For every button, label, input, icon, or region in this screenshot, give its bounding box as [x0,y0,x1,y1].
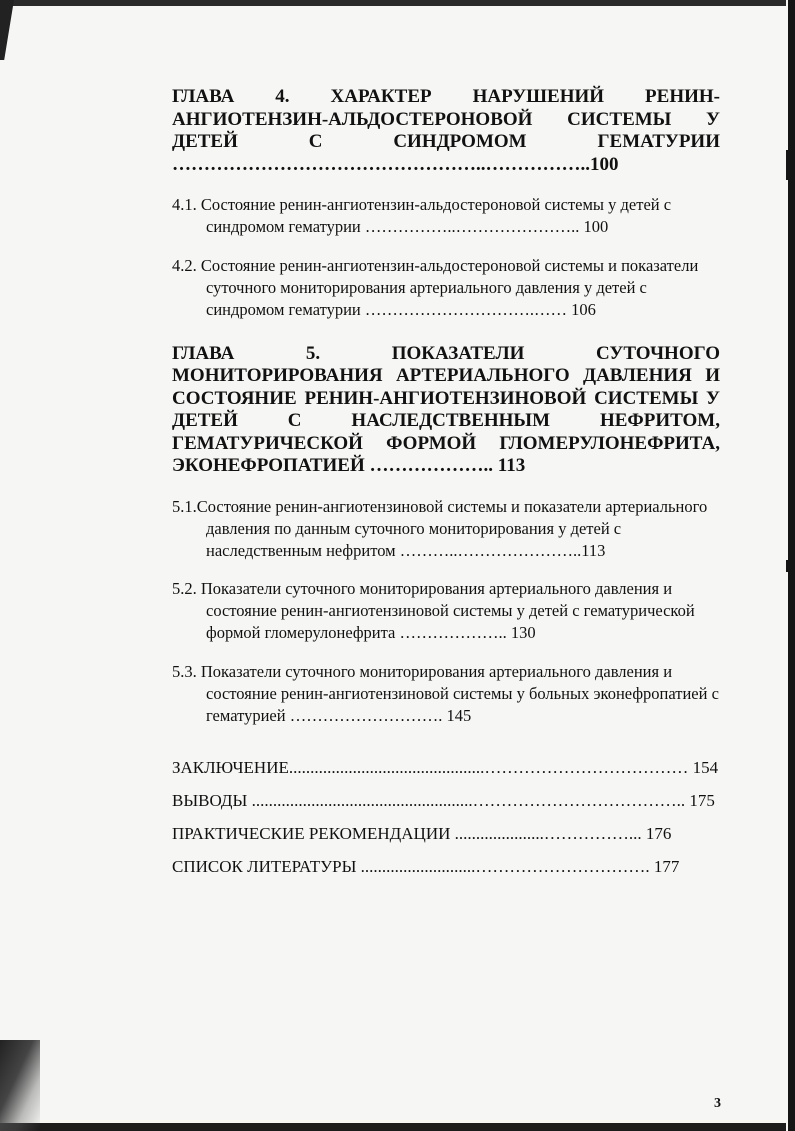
toc-section-4-1: 4.1. Состояние ренин-ангиотензин-альдостероновой системы у детей с синдромом гематурии ……………..………………….. 100 [172,195,672,236]
toc-entry-findings: ВЫВОДЫ ....................................................……………………………….. 175 [172,790,715,810]
page-number: 3 [714,1096,721,1111]
toc-chapter-4-title: ГЛАВА 4. ХАРАКТЕР НАРУШЕНИЙ РЕНИН-АНГИОТЕНЗИН-АЛЬДОСТЕРОНОВОЙ СИСТЕМЫ У ДЕТЕЙ С СИНДРОМОМ ГЕМАТУРИИ …………………………………………..……………..100 [172,86,720,175]
toc-chapter-4-sections [172,194,720,321]
scan-edge-right [786,0,795,1131]
toc-section-5-1: 5.1.Состояние ренин-ангиотензиновой системы и показатели артериального давления по данным суточного мониторирования у детей с наследственным нефритом ………..…………………..113 [172,496,708,560]
toc-chapter-5-sections [172,496,720,727]
table-of-contents [172,86,720,878]
toc-section-4-2: 4.2. Состояние ренин-ангиотензин-альдостероновой системы и показатели суточного мониторирования артериального давления у детей с синдромом гематурии ………………………….…… 106 [172,255,699,319]
scan-edge-bottom [0,1123,795,1131]
toc-section-5-2: 5.2. Показатели суточного мониторирования артериального давления и состояние ренин-ангиотензиновой системы у детей с гематурической формой гломерулонефрита ……………….. 130 [172,579,695,642]
toc-entry-recommendations: ПРАКТИЧЕСКИЕ РЕКОМЕНДАЦИИ .....................……………... 176 [172,823,672,843]
toc-entry-references: СПИСОК ЛИТЕРАТУРЫ ...........................…………………………. 177 [172,856,680,876]
toc-section-5-3: 5.3. Показатели суточного мониторирования артериального давления и состояние ренин-ангиотензиновой системы у больных эконефропатией с гематурией ………………………. 145 [172,661,719,725]
scan-edge-left [0,0,16,1131]
scan-edge-top [0,0,795,6]
toc-chapter-5-title: ГЛАВА 5. ПОКАЗАТЕЛИ СУТОЧНОГО МОНИТОРИРОВАНИЯ АРТЕРИАЛЬНОГО ДАВЛЕНИЯ И СОСТОЯНИЕ РЕНИН-АНГИОТЕНЗИНОВОЙ СИСТЕМЫ У ДЕТЕЙ С НАСЛЕДСТВЕННЫМ НЕФРИТОМ, ГЕМАТУРИЧЕСКОЙ ФОРМОЙ ГЛОМЕРУЛОНЕФРИТА, ЭКОНЕФРОПАТИЕЙ ……………….. 113 [172,342,720,476]
toc-entry-conclusion: ЗАКЛЮЧЕНИЕ..............................................……………………………… 154 [172,757,719,777]
